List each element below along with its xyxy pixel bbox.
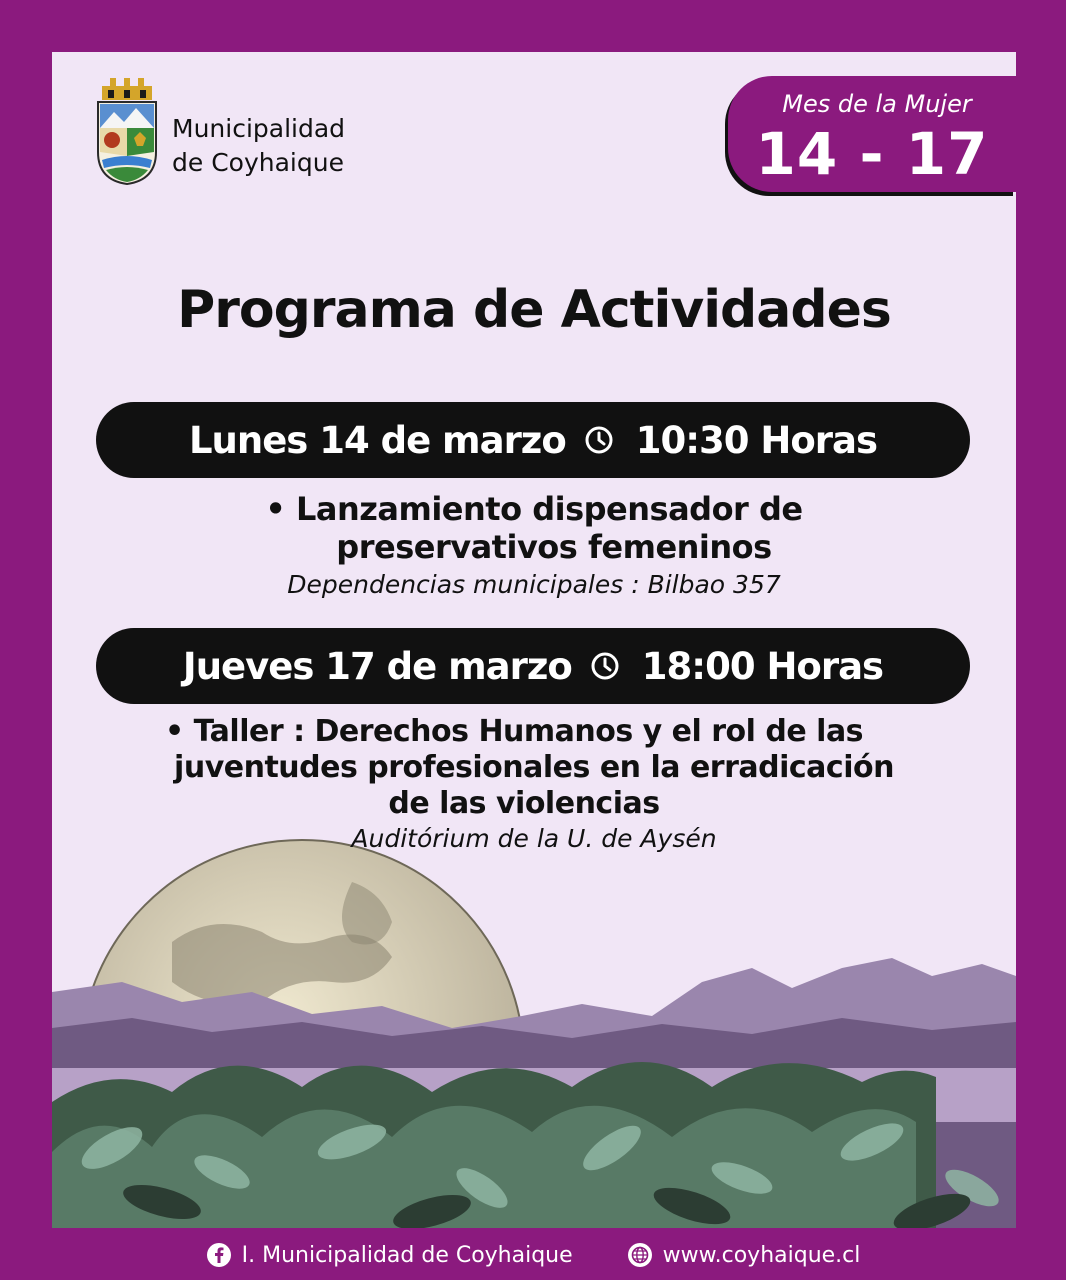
event-1-date: Lunes 14 de marzo xyxy=(188,418,566,462)
event-1-activity xyxy=(52,490,1016,566)
landscape-illustration xyxy=(52,792,1016,1228)
event-1-datetime-pill xyxy=(96,402,970,478)
event-1-place: Dependencias municipales : Bilbao 357 xyxy=(287,570,781,599)
clock-icon xyxy=(584,425,614,455)
poster-card xyxy=(52,52,1016,1228)
event-2-time: 18:00 Horas xyxy=(641,644,884,688)
municipality-name-line1: Municipalidad xyxy=(172,114,346,143)
event-2-activity-line3: de las violencias xyxy=(388,786,660,821)
footer-website[interactable] xyxy=(627,1242,861,1268)
footer-website-label: www.coyhaique.cl xyxy=(662,1242,861,1268)
event-2-datetime-pill xyxy=(96,628,970,704)
municipality-name-line2: de Coyhaique xyxy=(172,148,344,177)
globe-icon xyxy=(627,1242,653,1268)
event-2-activity-line1: • Taller : Derechos Humanos y el rol de las xyxy=(164,714,864,749)
badge-label: Mes de la Mujer xyxy=(782,90,972,118)
municipality-name xyxy=(172,112,345,180)
event-2-place: Auditórium de la U. de Aysén xyxy=(351,824,717,853)
municipal-coat-of-arms-icon xyxy=(94,78,160,186)
footer-facebook-label: I. Municipalidad de Coyhaique xyxy=(241,1242,573,1268)
event-2-activity xyxy=(52,714,1016,822)
event-1-activity-line2: preservativos femeninos xyxy=(336,528,772,566)
event-1-time: 10:30 Horas xyxy=(635,418,878,462)
facebook-icon xyxy=(206,1242,232,1268)
clock-icon xyxy=(590,651,620,681)
page-title: Programa de Actividades xyxy=(177,280,891,340)
event-2-activity-line2: juventudes profesionales en la erradicación xyxy=(174,750,894,785)
footer-facebook[interactable] xyxy=(206,1242,573,1268)
event-2-date: Jueves 17 de marzo xyxy=(182,644,572,688)
womens-month-badge xyxy=(728,76,1016,192)
event-1-activity-line1: • Lanzamiento dispensador de xyxy=(265,490,803,528)
badge-days: 14 - 17 xyxy=(755,120,989,188)
footer xyxy=(0,1238,1066,1272)
